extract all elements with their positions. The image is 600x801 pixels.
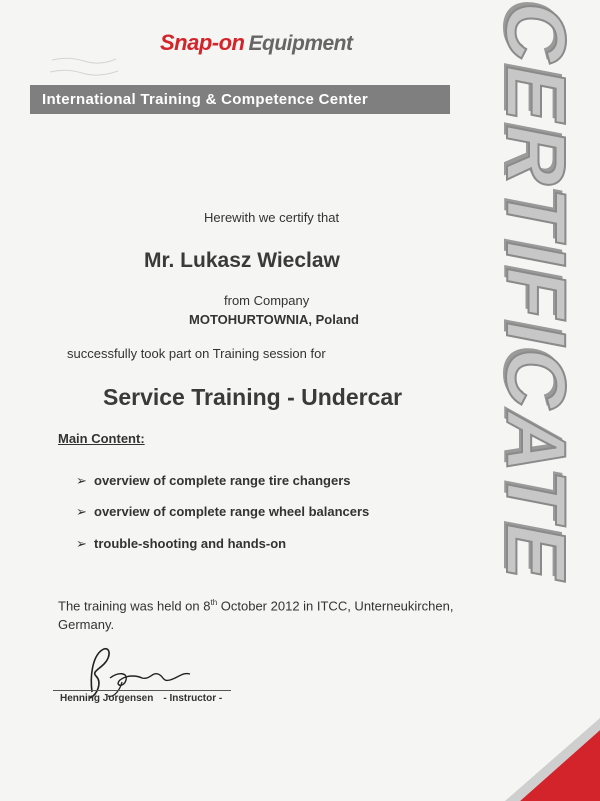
list-item-text: overview of complete range wheel balancers — [94, 504, 370, 519]
list-item — [76, 504, 369, 520]
instructor-name: Henning Jorgensen — [60, 693, 154, 704]
logo-suffix: Equipment — [248, 32, 353, 55]
held-suffix: October 2012 in ITCC, Unterneukirchen, Germany. — [58, 598, 454, 633]
recipient-name: Mr. Lukasz Wieclaw — [144, 249, 340, 272]
faint-stamp-mark — [48, 52, 120, 80]
arrow-bullet-icon: ➢ — [76, 473, 87, 488]
list-item-text: overview of complete range tire changers — [94, 473, 351, 488]
list-item-text: trouble-shooting and hands-on — [94, 536, 287, 551]
held-ordinal: th — [210, 598, 218, 607]
signature-line — [53, 690, 231, 691]
certificate-watermark-title: CERTIFICATE — [489, 2, 583, 583]
list-item — [76, 536, 286, 552]
course-title: Service Training - Undercar — [103, 384, 403, 410]
arrow-bullet-icon: ➢ — [76, 504, 87, 519]
held-prefix: The training was held on 8 — [58, 598, 211, 614]
arrow-bullet-icon: ➢ — [76, 536, 87, 551]
logo-brand: Snap-on — [160, 30, 245, 55]
training-date-location — [58, 593, 478, 634]
list-item — [76, 473, 350, 489]
snap-on-logo — [160, 30, 353, 56]
session-line: successfully took part on Training session for — [67, 346, 326, 361]
from-company-label: from Company — [224, 293, 310, 308]
training-center-banner: International Training & Competence Center — [30, 85, 450, 114]
instructor-role: - Instructor - — [163, 693, 223, 704]
main-content-heading: Main Content: — [58, 431, 145, 446]
instructor-caption — [60, 693, 222, 704]
company-name: MOTOHURTOWNIA, Poland — [189, 312, 359, 327]
certify-line: Herewith we certify that — [204, 210, 340, 225]
